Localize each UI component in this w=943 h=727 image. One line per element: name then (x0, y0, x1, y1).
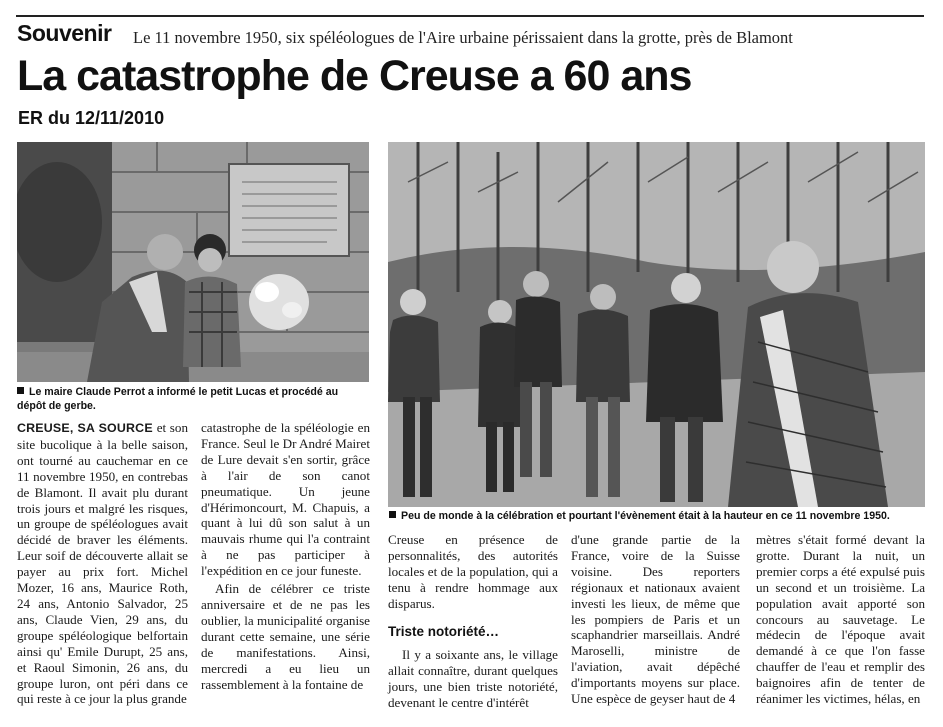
photo1-caption: Le maire Claude Perrot a informé le petit Lucas et procédé au dépôt de gerbe. (17, 386, 339, 412)
photo-ceremony-group (388, 142, 925, 507)
photo-memorial-plaque (17, 142, 369, 382)
article-paragraph-3: d'une grande partie de la France, voire de la Suisse voisine. Des reporters régionaux et nationaux avaient investi les lieux, de même que les pompiers de Paris et un scaphandrier marseillais. André Maroselli, ministre de l'aviation, avait dépêché d'importants moyens sur place. Une espèce de geyser haut de 4 (571, 532, 740, 707)
article-headline: La catastrophe de Creuse a 60 ans (17, 52, 692, 100)
article-subtitle: Triste notoriété… (388, 623, 500, 639)
source-line: ER du 12/11/2010 (18, 108, 165, 128)
article-subhead: Le 11 novembre 1950, six spéléologues de l'Aire urbaine périssaient dans la grotte, près de Blamont (133, 28, 793, 47)
article-column-3 (388, 532, 558, 711)
article-column-1 (17, 420, 188, 707)
caption-bullet-icon (389, 511, 396, 518)
article-paragraph-1: catastrophe de la spéléologie en France. Seul le Dr André Mairet de Lure devait s'en sortir, grâce à l'air de son canot pneumatique. Un jeune d'Hérimoncourt, M. Chapuis, a quant à lui dû son salut à un mauvais rhume qui l'a contraint à ne pas participer à l'expédition en ce jour funeste. (201, 420, 370, 579)
article-paragraph-2: Creuse en présence de personnalités, des autorités locales et de la population, qui a tenu à rendre hommage aux disparus. (388, 532, 558, 611)
photo2-caption: Peu de monde à la célébration et pourtant l'évènement était à la hauteur en ce 11 novembre 1950. (389, 509, 925, 523)
article-paragraph-3: mètres s'était formé devant la grotte. Durant la nuit, un premier corps a été expulsé puis un second et un troisième. La population avait apporté son concours au sauvetage. Le médecin de l'époque avait demandé à ce que l'on fasse chauffer de l'eau et remplir des baignoires afin de tenter de réanimer les victimes, hélas, en (756, 532, 925, 707)
section-kicker: Souvenir (17, 20, 112, 46)
article-column-5 (756, 532, 925, 707)
article-paragraph-2: Afin de célébrer ce triste anniversaire et de ne pas les oublier, la municipalité organise durant cette semaine, une série de manifestations. Ainsi, mercredi a eu lieu un rassemblement à la fontaine de (201, 581, 370, 692)
article-column-4 (571, 532, 740, 707)
article-paragraph-3: Il y a soixante ans, le village allait connaître, durant quelques jours, une bien triste notoriété, devenant le centre d'intérêt (388, 647, 558, 711)
caption-bullet-icon (17, 387, 24, 394)
article-column-2 (201, 420, 370, 692)
article-paragraph-1: CREUSE, SA SOURCE et son site bucolique à la belle saison, ont tourné au cauchemar en ce 11 novembre 1950, en contrebas de Blamont. Il avait plu durant trois jours et malgré les risques, un groupe de spéléologues avait décidé de braver les éléments. Leur soif de découverte allait se payer au prix fort. Michel Mozer, 16 ans, Maurice Roth, 24 ans, Antonio Salvador, 25 ans, Claude Vien, 29 ans, du groupe spéléologique belfortain ainsi qu' Emile Durupt, 25 ans, et Raoul Simonin, 26 ans, du groupe luron, ont péri dans ce qui reste à ce jour la plus grande (17, 420, 188, 707)
article-lead: CREUSE, SA SOURCE (17, 421, 157, 435)
top-rule (16, 15, 924, 17)
